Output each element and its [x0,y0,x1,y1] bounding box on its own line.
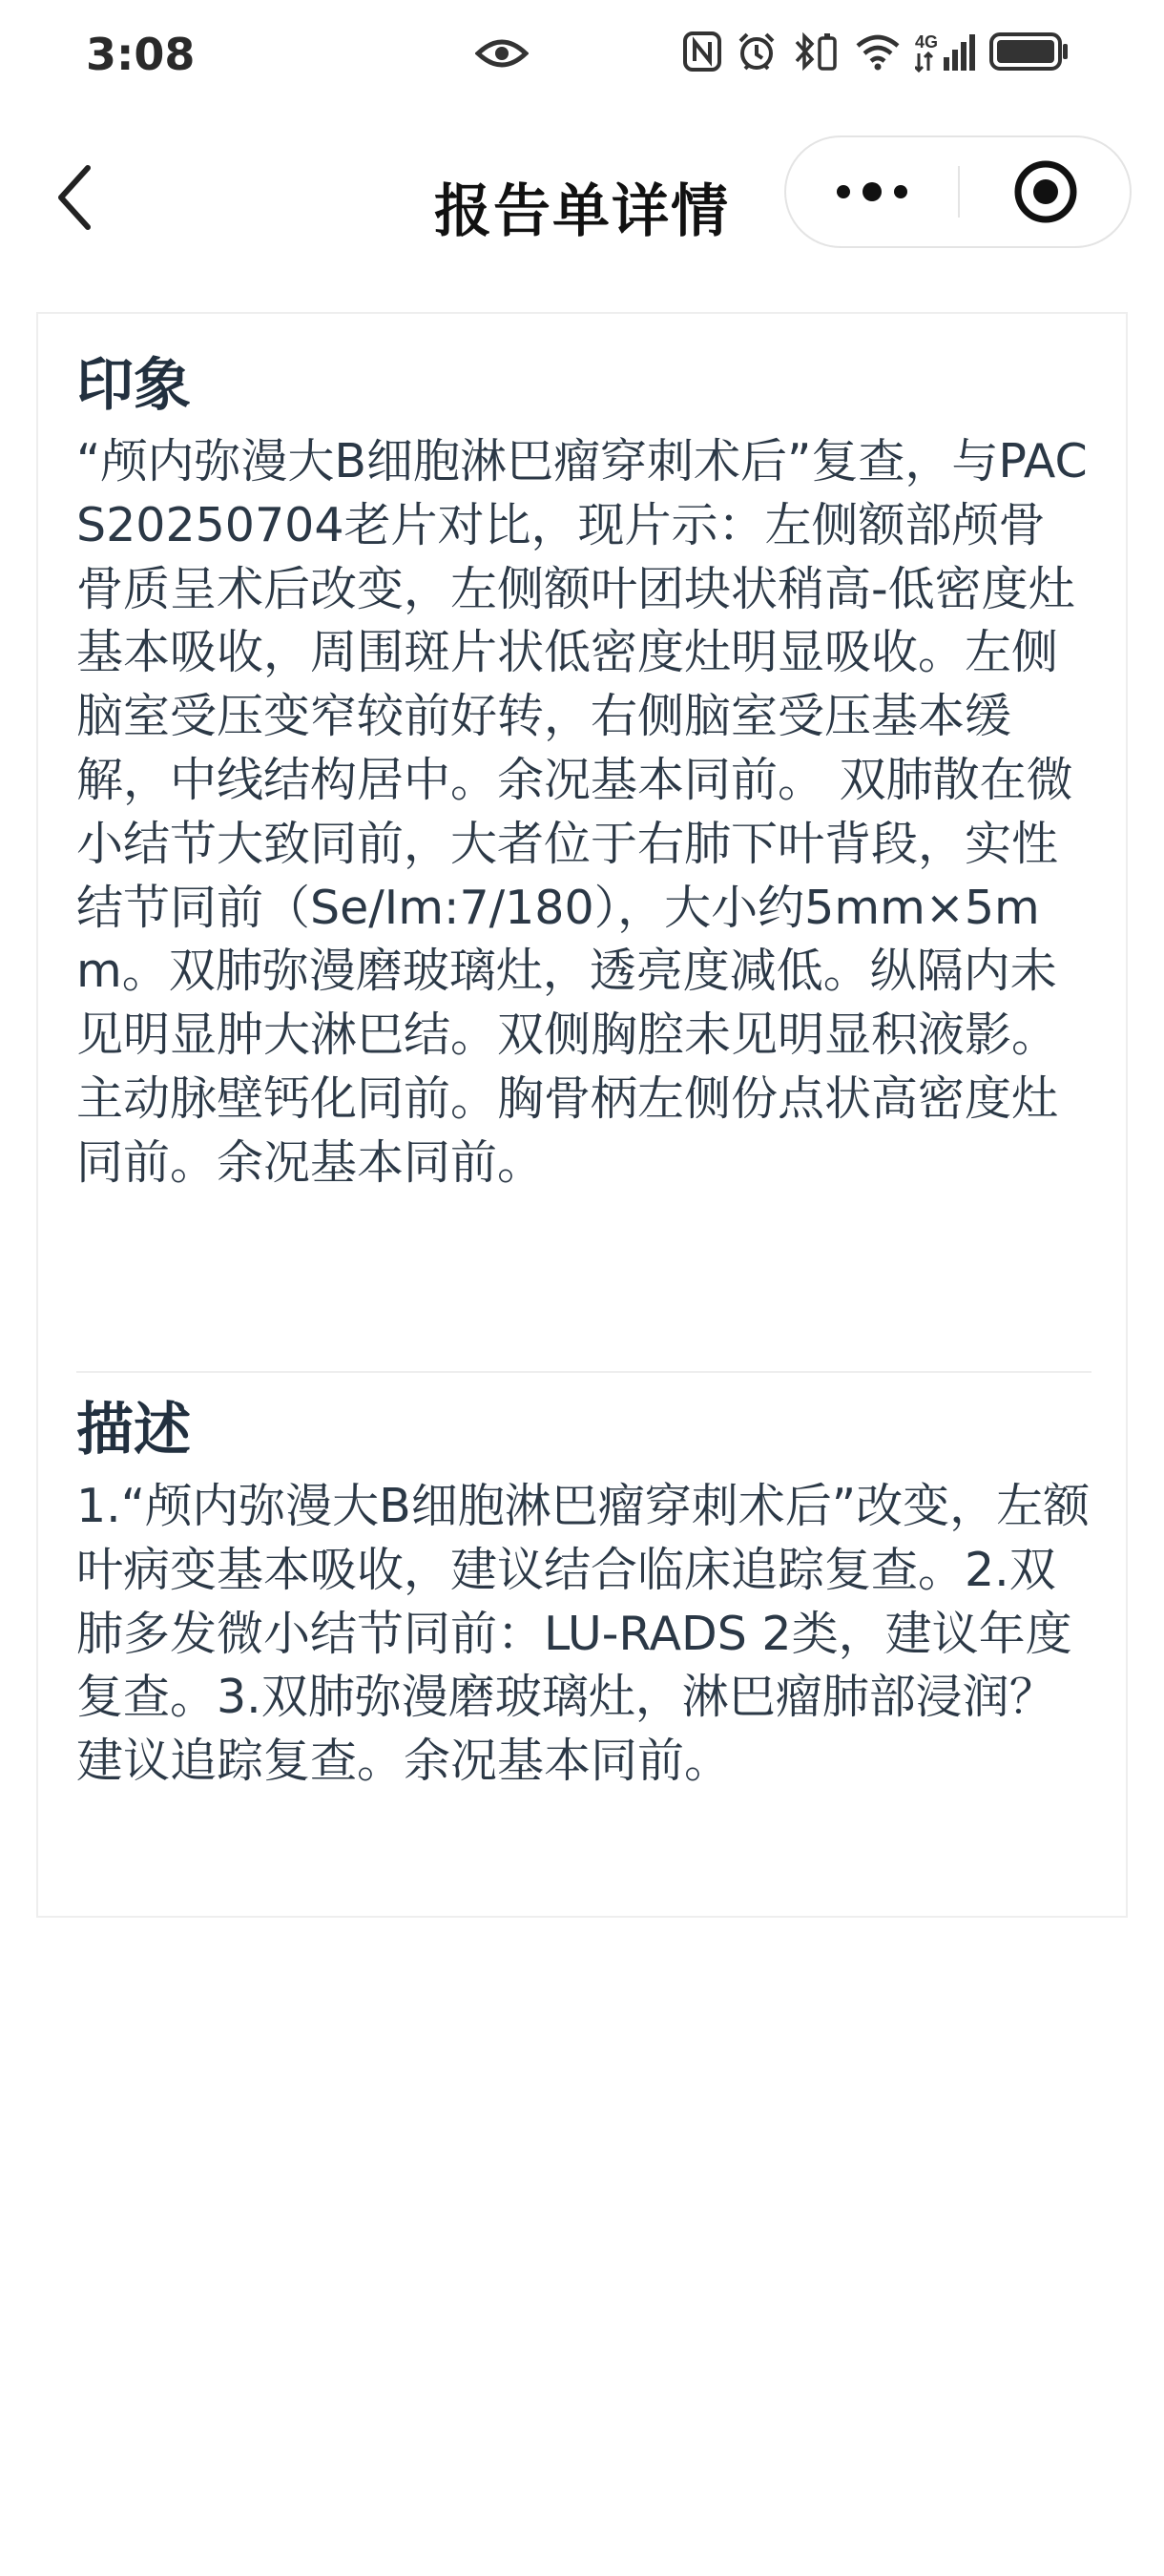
status-time: 3:08 [86,29,196,80]
bluetooth-battery-icon [791,31,841,73]
more-dots-icon [834,182,910,201]
status-icons [682,31,1070,73]
description-title: 描述 [76,1397,191,1464]
nfc-icon [682,31,722,73]
report-card [36,312,1128,1918]
network-type: 4G [915,32,939,52]
target-circle-icon [1012,158,1079,225]
status-bar [0,0,1164,114]
description-text: 1.“颅内弥漫大B细胞淋巴瘤穿刺术后”改变，左额叶病变基本吸收，建议结合临床追踪复查。2.双肺多发微小结节同前：LU-RADS 2类，建议年度复查。3.双肺弥漫磨玻璃灶，淋巴瘤肺部浸润？建议追踪复查。余况基本同前。 [76,1479,1091,1789]
wifi-icon [854,31,902,72]
impression-text: “颅内弥漫大B细胞淋巴瘤穿刺术后”复查，与PACS20250704老片对比，现片示：左侧额部颅骨骨质呈术后改变，左侧额叶团块状稍高-低密度灶基本吸收，周围斑片状低密度灶明显吸收。左侧脑室受压变窄较前好转，右侧脑室受压基本缓解，中线结构居中。余况基本同前。 双肺散在微小结节大致同前，大者位于右肺下叶背段，实性结节同前（Se/Im:7/180），大小约5mm×5mm。双肺弥漫磨玻璃灶，透亮度减低。纵隔内未见明显肿大淋巴结。双侧胸腔未见明显积液影。主动脉壁钙化同前。胸骨柄左侧份点状高密度灶同前。余况基本同前。 [76,434,1088,1190]
signal-icon [915,31,976,73]
mini-program-capsule [784,135,1132,248]
section-divider [76,1371,1091,1373]
impression-section [76,352,1091,1195]
eye-icon [475,36,529,74]
battery-icon [989,32,1070,71]
description-section [76,1397,1091,1794]
nav-bar [0,124,1164,267]
page-title: 报告单详情 [434,178,730,245]
more-button[interactable] [786,137,958,246]
impression-title: 印象 [76,352,191,419]
close-button[interactable] [960,137,1132,246]
alarm-icon [736,31,778,73]
